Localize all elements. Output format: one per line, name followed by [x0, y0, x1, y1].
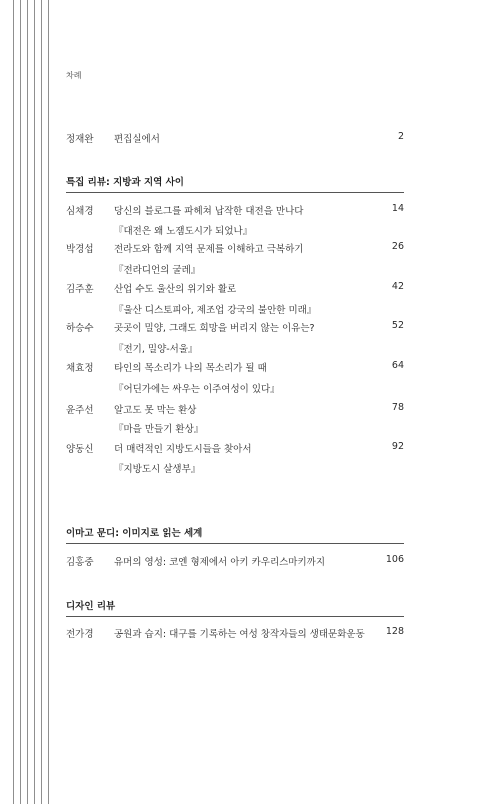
entry-title: 전라도와 함께 지역 문제를 이해하고 극복하기 [114, 244, 304, 255]
entry-author: 박경섭 [66, 244, 94, 255]
binding-line [27, 0, 28, 804]
entry-author: 김주훈 [66, 284, 94, 295]
entry-page: 128 [385, 626, 404, 637]
toc-entry[interactable] [66, 241, 404, 255]
entry-book-title: 『지방도시 살생부』 [114, 464, 201, 475]
entry-book-title: 『전기, 밀양-서울』 [114, 344, 198, 355]
entry-page: 78 [391, 402, 404, 413]
entry-author: 하승수 [66, 323, 94, 334]
entry-page: 2 [397, 131, 404, 142]
entry-title: 공원과 습지: 대구를 기록하는 여성 창작자들의 생태문화운동 [114, 629, 365, 640]
entry-page: 26 [391, 241, 404, 252]
entry-title: 당신의 블로그를 파헤쳐 납작한 대전을 만나다 [114, 206, 304, 217]
entry-page: 52 [391, 320, 404, 331]
toc-entry[interactable] [66, 320, 404, 334]
section-heading-special-review: 특집 리뷰: 지방과 지역 사이 [66, 174, 404, 193]
entry-page: 64 [391, 360, 404, 371]
entry-title: 편집실에서 [114, 134, 160, 145]
toc-entry-intro[interactable] [66, 131, 404, 145]
binding-line [34, 0, 35, 804]
entry-author: 전가경 [66, 629, 94, 640]
entry-author: 양동신 [66, 444, 94, 455]
section-heading-imago-mundi: 이마고 문디: 이미지로 읽는 세계 [66, 525, 404, 544]
entry-book-title: 『마을 만들기 환상』 [114, 424, 204, 435]
entry-title: 산업 수도 울산의 위기와 활로 [114, 284, 237, 295]
binding-line [41, 0, 42, 804]
entry-author: 채효정 [66, 363, 94, 374]
binding-line [13, 0, 14, 804]
toc-entry[interactable] [66, 626, 404, 640]
toc-entry[interactable] [66, 203, 404, 217]
entry-author: 김홍중 [66, 557, 94, 568]
entry-book-title: 『전라디언의 굴레』 [114, 265, 201, 276]
entry-page: 42 [391, 281, 404, 292]
entry-page: 106 [385, 554, 404, 565]
entry-title: 타인의 목소리가 나의 목소리가 될 때 [114, 363, 267, 374]
entry-page: 14 [391, 203, 404, 214]
toc-entry[interactable] [66, 281, 404, 295]
entry-author: 윤주선 [66, 405, 94, 416]
entry-title: 더 매력적인 지방도시들을 찾아서 [114, 444, 252, 455]
toc-entry[interactable] [66, 360, 404, 374]
section-heading-design-review: 디자인 리뷰 [66, 598, 404, 617]
toc-title: 차례 [66, 71, 82, 80]
entry-title: 알고도 못 막는 환상 [114, 405, 197, 416]
binding-line [20, 0, 21, 804]
toc-entry[interactable] [66, 441, 404, 455]
entry-page: 92 [391, 441, 404, 452]
toc-entry[interactable] [66, 402, 404, 416]
entry-author: 정재완 [66, 134, 94, 145]
entry-title: 곳곳이 밀양, 그래도 희망을 버리지 않는 이유는? [114, 323, 315, 334]
entry-author: 심채경 [66, 206, 94, 217]
binding-line [48, 0, 49, 804]
entry-book-title: 『대전은 왜 노잼도시가 되었나』 [114, 226, 253, 237]
entry-title: 유머의 영성: 코엔 형제에서 아키 카우리스마키까지 [114, 557, 326, 568]
entry-book-title: 『어딘가에는 싸우는 이주여성이 있다』 [114, 384, 280, 395]
toc-entry[interactable] [66, 554, 404, 568]
entry-book-title: 『울산 디스토피아, 제조업 강국의 불안한 미래』 [114, 305, 317, 316]
